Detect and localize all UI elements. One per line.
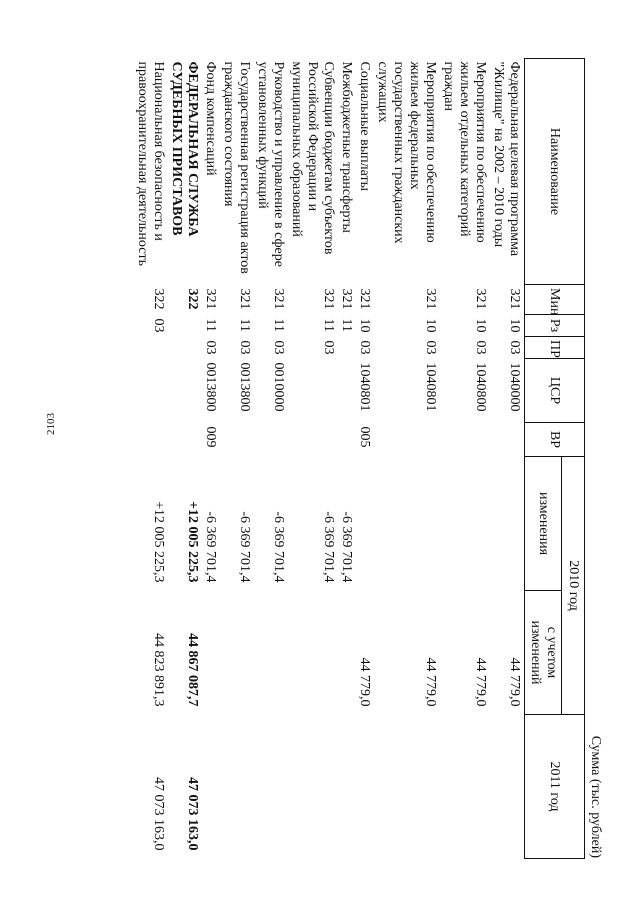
row-pr: 03 xyxy=(507,340,522,355)
row-with-changes: 44 779,0 xyxy=(423,657,438,707)
table-row xyxy=(356,59,374,859)
table-row xyxy=(288,59,338,859)
units-caption: Сумма (тыс. рублей) xyxy=(588,735,603,858)
table-row xyxy=(254,59,288,859)
row-vr xyxy=(490,423,525,457)
table-header xyxy=(525,59,585,859)
row-changes: -6 369 701,4 xyxy=(237,511,252,583)
row-rz: 10 xyxy=(357,318,372,333)
row-csr xyxy=(288,359,338,423)
row-min: 321 xyxy=(203,288,218,310)
header-pr: ПР xyxy=(525,337,585,359)
row-2011 xyxy=(254,715,288,859)
table-row xyxy=(338,59,356,859)
row-name: Субвенции бюджетам субъектов Российской Федерации и муниципальных образований xyxy=(289,61,336,255)
header-year-2011: 2011 год xyxy=(525,715,585,859)
row-vr xyxy=(168,423,202,457)
row-pr: 03 xyxy=(357,340,372,355)
row-rz xyxy=(168,315,202,337)
row-2011 xyxy=(288,715,338,859)
table-row xyxy=(490,59,525,859)
row-min: 321 xyxy=(339,288,354,310)
row-2011 xyxy=(374,715,440,859)
row-rz: 10 xyxy=(507,318,522,333)
table-row xyxy=(220,59,254,859)
row-csr: 1040800 xyxy=(473,362,488,412)
row-changes xyxy=(356,457,374,591)
row-pr: 03 xyxy=(321,340,336,355)
row-changes: -6 369 701,4 xyxy=(271,511,286,583)
row-name: ФЕДЕРАЛЬНАЯ СЛУЖБА СУДЕБНЫХ ПРИСТАВОВ xyxy=(169,61,200,237)
row-2011: 47 073 163,0 xyxy=(185,777,200,851)
row-name: Межбюджетные трансферты xyxy=(339,61,354,233)
row-with-changes: 44 823 891,3 xyxy=(151,633,166,707)
table-row xyxy=(168,59,202,859)
row-with-changes xyxy=(288,591,338,715)
row-changes xyxy=(440,457,490,591)
row-csr xyxy=(168,359,202,423)
row-csr: 0010000 xyxy=(271,362,286,412)
header-name: Наименование xyxy=(525,59,585,285)
row-rz: 11 xyxy=(321,318,336,332)
row-vr xyxy=(254,423,288,457)
row-vr: 009 xyxy=(203,426,218,448)
header-vr: ВР xyxy=(525,423,585,457)
header-with-changes: с учетом изменений xyxy=(525,591,562,715)
row-rz: 11 xyxy=(203,318,218,332)
row-name: Федеральная целевая программа "Жилище" на 2002 – 2010 годы xyxy=(491,61,522,257)
row-rz: 10 xyxy=(473,318,488,333)
row-rz: 10 xyxy=(423,318,438,333)
row-changes xyxy=(490,457,525,591)
table-row xyxy=(202,59,220,859)
row-min: 321 xyxy=(237,288,252,310)
row-min: 321 xyxy=(423,288,438,310)
row-with-changes: 44 779,0 xyxy=(357,657,372,707)
row-name: Руководство и управление в сфере установленных функций xyxy=(255,61,286,267)
row-pr: 03 xyxy=(203,340,218,355)
row-changes: +12 005 225,3 xyxy=(185,501,200,583)
row-min: 322 xyxy=(185,288,200,310)
row-csr xyxy=(134,359,168,423)
row-changes xyxy=(374,457,440,591)
row-pr xyxy=(134,337,168,359)
row-with-changes: 44 779,0 xyxy=(473,657,488,707)
row-csr: 1040801 xyxy=(423,362,438,412)
row-rz: 03 xyxy=(151,318,166,333)
header-changes: изменения xyxy=(525,457,562,591)
row-csr: 0013800 xyxy=(203,362,218,412)
row-2011: 47 073 163,0 xyxy=(151,777,166,851)
page-number: 2103 xyxy=(45,413,57,435)
row-pr: 03 xyxy=(271,340,286,355)
row-min: 321 xyxy=(357,288,372,310)
row-2011 xyxy=(490,715,525,859)
header-csr: ЦСР xyxy=(525,359,585,423)
row-pr: 03 xyxy=(237,340,252,355)
row-2011 xyxy=(338,715,356,859)
row-vr xyxy=(288,423,338,457)
row-2011 xyxy=(220,715,254,859)
row-min: 321 xyxy=(507,288,522,310)
row-pr: 03 xyxy=(423,340,438,355)
row-min: 321 xyxy=(321,288,336,310)
header-min: Мин xyxy=(525,285,585,315)
row-pr xyxy=(168,337,202,359)
row-vr xyxy=(440,423,490,457)
row-name: Фонд компенсаций xyxy=(203,61,218,176)
row-csr: 1040000 xyxy=(507,362,522,412)
row-csr: 0013800 xyxy=(237,362,252,412)
row-name: Государственная регистрация актов гражданского состояния xyxy=(221,61,252,274)
table-row xyxy=(134,59,168,859)
row-vr xyxy=(220,423,254,457)
row-with-changes xyxy=(202,591,220,715)
row-rz: 11 xyxy=(237,318,252,332)
row-with-changes xyxy=(220,591,254,715)
table-body xyxy=(134,59,525,859)
row-pr: 03 xyxy=(473,340,488,355)
row-changes: +12 005 225,3 xyxy=(151,501,166,583)
row-name: Национальная безопасность и правоохранительная деятельность xyxy=(135,61,166,266)
row-csr xyxy=(338,359,356,423)
row-2011 xyxy=(440,715,490,859)
row-name: Социальные выплаты xyxy=(357,61,372,192)
row-csr: 1040801 xyxy=(357,362,372,412)
row-2011 xyxy=(356,715,374,859)
row-vr xyxy=(338,423,356,457)
row-with-changes xyxy=(254,591,288,715)
row-changes: -6 369 701,4 xyxy=(321,511,336,583)
row-min: 321 xyxy=(473,288,488,310)
row-name: Мероприятия по обеспечению жильем отдельных категорий граждан xyxy=(441,61,488,243)
row-vr xyxy=(134,423,168,457)
row-with-changes: 44 867 087,7 xyxy=(185,633,200,707)
row-vr xyxy=(374,423,440,457)
row-2011 xyxy=(202,715,220,859)
row-vr: 005 xyxy=(357,426,372,448)
table-row xyxy=(374,59,440,859)
row-with-changes: 44 779,0 xyxy=(507,657,522,707)
table-row xyxy=(440,59,490,859)
row-rz: 11 xyxy=(271,318,286,332)
row-pr xyxy=(338,337,356,359)
row-min: 321 xyxy=(271,288,286,310)
header-rz: Рз xyxy=(525,315,585,337)
row-min: 322 xyxy=(151,288,166,310)
budget-table xyxy=(134,58,585,859)
row-changes: -6 369 701,4 xyxy=(339,511,354,583)
row-name: Мероприятия по обеспечению жильем федеральных государственных гражданских служащих xyxy=(375,61,438,244)
row-with-changes xyxy=(338,591,356,715)
rotated-table-frame xyxy=(95,58,605,858)
row-changes: -6 369 701,4 xyxy=(203,511,218,583)
header-year-2010: 2010 год xyxy=(562,457,585,715)
row-rz: 11 xyxy=(339,318,354,332)
